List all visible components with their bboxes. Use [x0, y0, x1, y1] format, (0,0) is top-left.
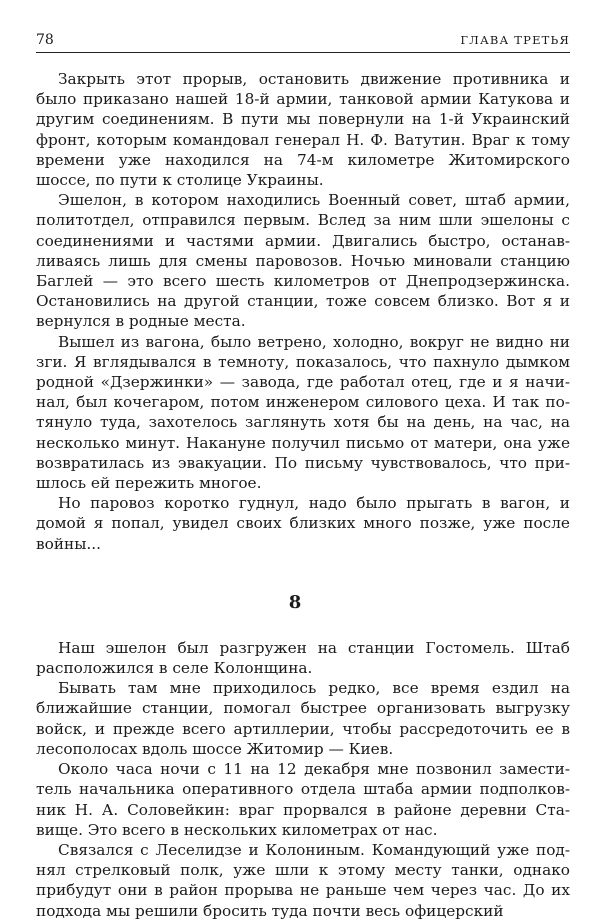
- paragraph: Связался с Леселидзе и Колониным. Командующий уже поднял стрелковый полк, уже шли к этому месту танки, однако прибудут они в район прорыва не раньше чем через час. До их подхода мы решили бросить туда почти весь офицерский: [36, 840, 570, 920]
- chapter-title: ГЛАВА ТРЕТЬЯ: [460, 33, 570, 47]
- page-number: 78: [36, 32, 54, 48]
- paragraph: Наш эшелон был разгружен на станции Гостомель. Штаб расположился в селе Колонщина.: [36, 638, 570, 678]
- paragraph: Но паровоз коротко гуднул, надо было прыгать в вагон, и домой я попал, увидел своих близких много позже, уже после войны...: [36, 494, 570, 553]
- paragraph: Вышел из вагона, было ветрено, холодно, вокруг не видно ни зги. Я вглядывался в темноту, показалось, что пахнуло дымком родной «Дзержинки» — завода, где работал отец, где и я начинал, был кочегаром, потом инженером силового цеха. И так потянуло туда, захотелось заглянуть хотя бы на день, на час, на несколько минут. Накануне получил письмо от матери, она уже возвратилась из эвакуации. По письму чувствовалось, что пришлось ей пережить многое.: [36, 332, 570, 493]
- body-text: [36, 69, 570, 921]
- book-page: [36, 30, 570, 921]
- paragraph: Эшелон, в котором находились Военный совет, штаб армии, политотдел, отправился первым. Вслед за ним шли эшелоны с соединениями и частями армии. Двигались быстро, останавливаясь лишь для смены паровозов. Ночью миновали станцию Баглей — это всего шесть километров от Днепродзержинска. Остановились на другой станции, тоже совсем близко. Вот я и вернулся в родные места.: [36, 191, 570, 331]
- running-head: [36, 30, 570, 53]
- paragraph: Около часа ночи с 11 на 12 декабря мне позвонил заместитель начальника оперативного отдела штаба армии подполковник Н. А. Соловейкин: враг прорвался в районе деревни Ставище. Это всего в нескольких километрах от нас.: [36, 760, 570, 839]
- paragraph: Закрыть этот прорыв, остановить движение противника и было приказано нашей 18-й армии, танковой армии Катукова и другим соединениям. В пути мы повернули на 1-й Украинский фронт, которым командовал генерал Н. Ф. Ватутин. Враг к тому времени уже находился на 74-м километре Житомирского шоссе, по пути к столице Украины.: [36, 70, 570, 190]
- section-number: 8: [288, 591, 302, 613]
- paragraph: Бывать там мне приходилось редко, все время ездил на ближайшие станции, помогал быстрее организовать выгрузку войск, и прежде всего артиллерии, чтобы рассредоточить ее в лесополосах вдоль шоссе Житомир — Киев.: [36, 679, 570, 758]
